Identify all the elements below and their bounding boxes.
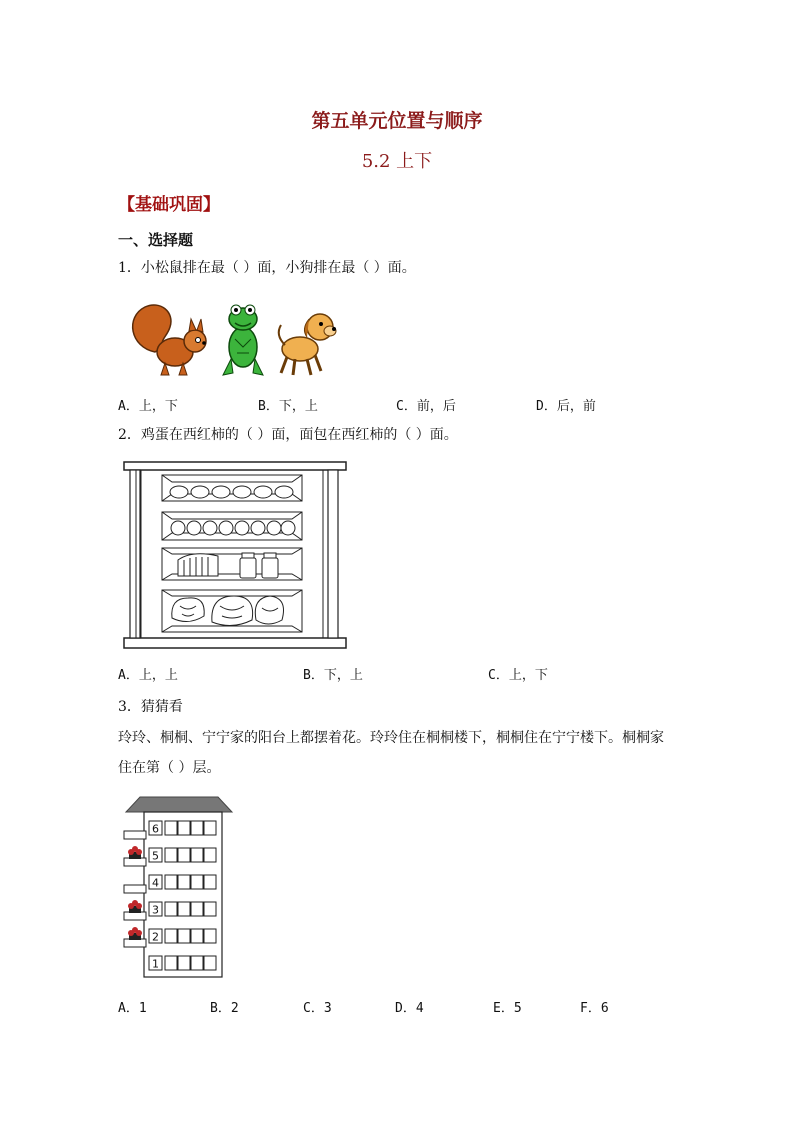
cabbage-icon [172,596,284,626]
q1-options [0,395,794,417]
balcony-ledge [124,939,146,947]
window [165,821,177,835]
window [178,848,190,862]
balcony-ledge [124,885,146,893]
window [165,848,177,862]
window [204,902,216,916]
window [178,956,190,970]
balcony-ledge [124,912,146,920]
floor-number-label: 2 [152,930,159,944]
question-1-text: 1．小松鼠排在最（ ）面，小狗排在最（ ）面。 [118,260,416,276]
page-title: 第五单元位置与顺序 [311,110,483,132]
section-label: 【基础巩固】 [118,195,220,215]
q1-option-b[interactable]: B．下，上 [258,399,318,414]
window [178,929,190,943]
question-3-text-line2: 住在第（ ）层。 [118,760,221,776]
question-3-text-line1: 玲玲、桐桐、宁宁家的阳台上都摆着花。玲玲住在桐桐楼下，桐桐住在宁宁楼下。桐桐家 [118,730,664,746]
window [165,875,177,889]
q2-option-a[interactable]: A．上，上 [118,668,178,683]
q2-options [0,664,794,686]
window [204,875,216,889]
question-3-heading: 3．猜猜看 [118,699,183,715]
flower-pot-icon [128,927,142,940]
q3-options [0,997,794,1019]
floor-number-label: 5 [152,849,159,863]
window [191,956,203,970]
floor-number-label: 3 [152,903,159,917]
window [165,929,177,943]
q1-animals-picture [125,297,340,382]
window [191,875,203,889]
q2-option-c[interactable]: C．上，下 [488,668,548,683]
floor-1 [149,956,216,971]
q1-option-d[interactable]: D．后，前 [536,399,596,414]
window [165,956,177,970]
window [191,821,203,835]
bread-icon [178,554,218,576]
building-picture [120,795,236,980]
window [204,848,216,862]
window [191,902,203,916]
part-heading: 一、选择题 [118,231,194,249]
q3-option-a[interactable]: A．1 [118,1001,147,1016]
window [165,902,177,916]
q1-option-a[interactable]: A．上，下 [118,399,178,414]
window [178,821,190,835]
frog-icon [223,305,263,375]
balcony-ledge [124,858,146,866]
window [204,821,216,835]
fridge-shelves [122,460,348,652]
window [204,956,216,970]
balcony-ledge [124,831,146,839]
window [191,929,203,943]
floor-number-label: 1 [152,957,159,971]
q3-option-c[interactable]: C．3 [303,1001,332,1016]
q2-option-b[interactable]: B．下，上 [303,668,363,683]
dog-icon [279,314,336,375]
q3-option-b[interactable]: B．2 [210,1001,239,1016]
floor-number-label: 6 [152,822,159,836]
question-2-text: 2．鸡蛋在西红柿的（ ）面，面包在西红柿的（ ）面。 [118,427,458,443]
q1-option-c[interactable]: C．前，后 [396,399,456,414]
floor-number-label: 4 [152,876,159,890]
q3-option-e[interactable]: E．5 [493,1001,522,1016]
q3-option-f[interactable]: F．6 [580,1001,609,1016]
window [191,848,203,862]
squirrel-icon [133,305,206,375]
flower-pot-icon [128,846,142,859]
page-subtitle: 5.2 上下 [361,151,433,172]
window [178,875,190,889]
window [204,929,216,943]
q3-option-d[interactable]: D．4 [395,1001,424,1016]
flower-pot-icon [128,900,142,913]
window [178,902,190,916]
